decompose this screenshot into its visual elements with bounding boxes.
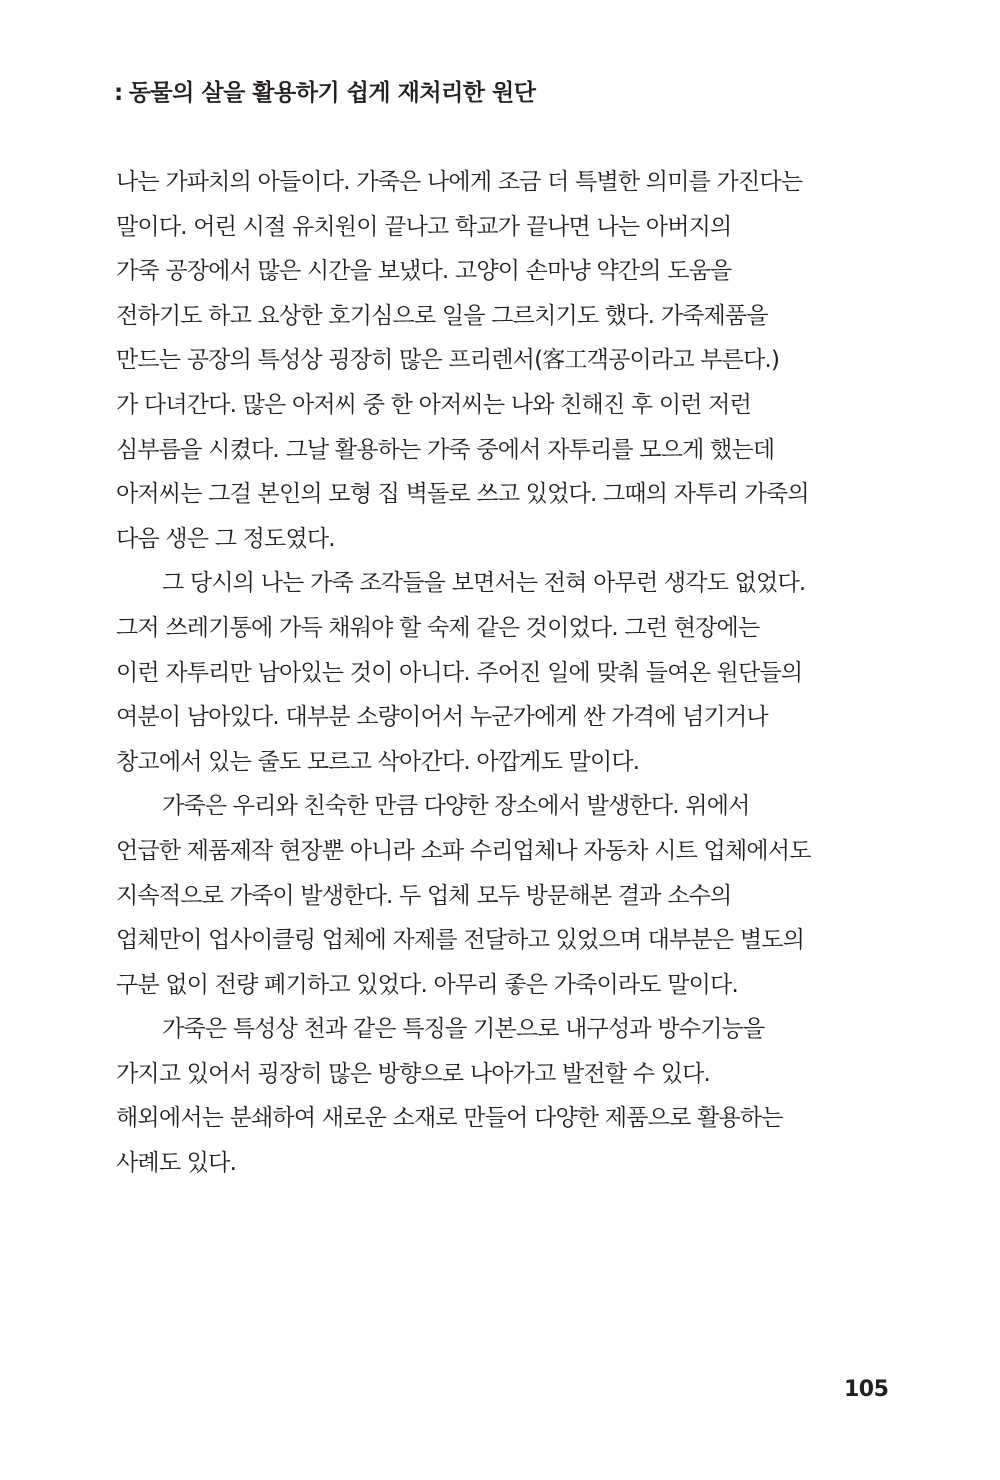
text-line: 구분 없이 전량 폐기하고 있었다. 아무리 좋은 가죽이라도 말이다. <box>116 971 738 998</box>
text-line: 이런 자투리만 남아있는 것이 아니다. 주어진 일에 맞춰 들여온 원단들의 <box>116 659 803 686</box>
text-line: 가죽은 우리와 친숙한 만큼 다양한 장소에서 발생한다. 위에서 <box>162 793 750 820</box>
text-line: 여분이 남아있다. 대부분 소량이어서 누군가에게 싼 가격에 넘기거나 <box>116 704 768 731</box>
text-line: 가죽은 특성상 천과 같은 특징을 기본으로 내구성과 방수기능을 <box>162 1016 765 1043</box>
section-subtitle <box>114 74 535 107</box>
text-line: 만드는 공장의 특성상 굉장히 많은 프리렌서(客工객공이라고 부른다.) <box>116 347 780 374</box>
text-line: 언급한 제품제작 현장뿐 아니라 소파 수리업체나 자동차 시트 업체에서도 <box>116 837 811 864</box>
text-line: 그 당시의 나는 가죽 조각들을 보면서는 전혀 아무런 생각도 없었다. <box>162 570 806 597</box>
page-number: 105 <box>844 1377 889 1402</box>
text-line: 사례도 있다. <box>116 1150 237 1177</box>
text-line: 말이다. 어린 시절 유치원이 끝나고 학교가 끝나면 나는 아버지의 <box>116 213 732 240</box>
text-line: 심부름을 시켰다. 그날 활용하는 가죽 중에서 자투리를 모으게 했는데 <box>116 436 775 463</box>
subtitle-marker: : <box>114 80 123 106</box>
text-line: 나는 가파치의 아들이다. 가죽은 나에게 조금 더 특별한 의미를 가진다는 <box>116 169 803 195</box>
text-line: 업체만이 업사이클링 업체에 자제를 전달하고 있었으며 대부분은 별도의 <box>116 927 805 954</box>
body-text <box>116 160 876 1186</box>
text-line: 다음 생은 그 정도였다. <box>116 525 335 552</box>
text-line: 가지고 있어서 굉장히 많은 방향으로 나아가고 발전할 수 있다. <box>116 1060 711 1087</box>
text-line: 해외에서는 분쇄하여 새로운 소재로 만들어 다양한 제품으로 활용하는 <box>116 1105 783 1132</box>
text-line: 가죽 공장에서 많은 시간을 보냈다. 고양이 손마냥 약간의 도움을 <box>116 258 732 285</box>
text-line: 아저씨는 그걸 본인의 모형 집 벽돌로 쓰고 있었다. 그때의 자투리 가죽의 <box>116 481 809 508</box>
text-line: 지속적으로 가죽이 발생한다. 두 업체 모두 방문해본 결과 소수의 <box>116 882 732 909</box>
text-line: 가 다녀간다. 많은 아저씨 중 한 아저씨는 나와 친해진 후 이런 저런 <box>116 391 752 418</box>
text-line: 창고에서 있는 줄도 모르고 삭아간다. 아깝게도 말이다. <box>116 748 640 775</box>
subtitle-text: 동물의 살을 활용하기 쉽게 재처리한 원단 <box>128 80 536 106</box>
text-line: 전하기도 하고 요상한 호기심으로 일을 그르치기도 했다. 가죽제품을 <box>116 302 768 329</box>
text-line: 그저 쓰레기통에 가득 채워야 할 숙제 같은 것이었다. 그런 현장에는 <box>116 614 760 641</box>
